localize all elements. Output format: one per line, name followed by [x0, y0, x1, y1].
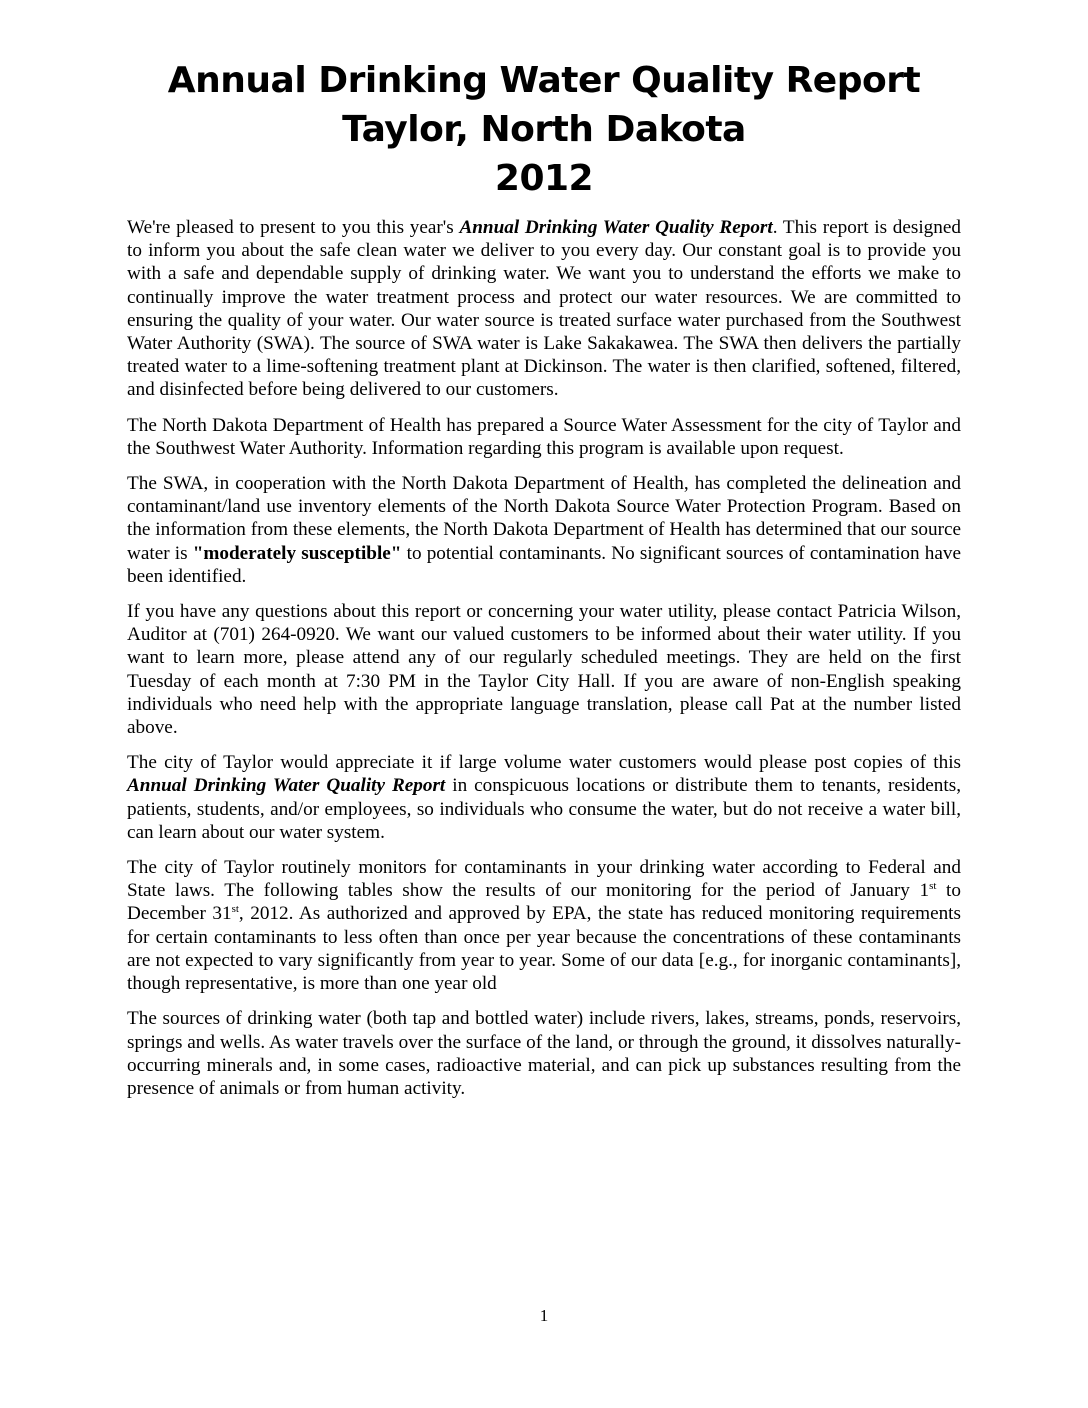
title-line-3: 2012	[494, 158, 594, 199]
text-run: The sources of drinking water (both tap and bottled water) include rivers, lakes, streams, ponds, reservoirs, springs and wells. As water travels over the surface of the land, or through the ground, it dissolves naturally-occurring minerals and, in some cases, radioactive material, and can pick up substances resulting from the presence of animals or from human activity.	[127, 1008, 961, 1099]
text-run: to December 31	[127, 880, 961, 925]
title-line-2: Taylor, North Dakota	[342, 109, 746, 150]
text-run: , 2012. As authorized and approved by EPA, the state has reduced monitoring requirements for certain contaminants to less often than once per year because the concentrations of these contaminants are not expected to vary significantly from year to year. Some of our data [e.g., for inorganic contaminants], though representative, is more than one year old	[127, 903, 961, 995]
paragraph-protection-program	[127, 472, 961, 588]
paragraph-intro	[127, 216, 961, 402]
text-run: If you have any questions about this report or concerning your water utility, please contact Patricia Wilson, Auditor at (701) 264-0920. We want our valued customers to be informed about their water utility. If you want to learn more, please attend any of our regularly scheduled meetings. They are held on the first Tuesday of each month at 7:30 PM in the Taylor City Hall. If you are aware of non-English speaking individuals who need help with the appropriate language translation, please call Pat at the number listed above.	[127, 601, 961, 739]
text-run: The city of Taylor would appreciate it if large volume water customers would please post copies of this	[127, 752, 961, 774]
text-run: The North Dakota Department of Health has prepared a Source Water Assessment for the city of Taylor and the Southwest Water Authority. Information regarding this program is available upon request.	[127, 414, 961, 459]
text-run: in conspicuous locations or distribute them to tenants, residents, patients, students, and/or employees, so individuals who consume the water, but do not receive a water bill, can learn about our water system.	[127, 775, 961, 843]
text-run: The SWA, in cooperation with the North Dakota Department of Health, has completed the delineation and contaminant/land use inventory elements of the North Dakota Source Water Protection Program. Based on the information from these elements, the North Dakota Department of Health has determined that our source water is	[127, 473, 961, 564]
ordinal-suffix: st	[929, 880, 937, 893]
paragraph-source-assessment	[127, 414, 961, 460]
report-body	[127, 216, 961, 1112]
paragraph-contact	[127, 600, 961, 739]
text-run: The city of Taylor routinely monitors for contaminants in your drinking water according to Federal and State laws. The following tables show the results of our monitoring for the period of January 1	[127, 857, 961, 902]
report-name-emphasis: Annual Drinking Water Quality Report	[127, 775, 446, 797]
paragraph-monitoring	[127, 856, 961, 995]
ordinal-suffix: st	[231, 903, 239, 916]
text-run: . This report is designed to inform you about the safe clean water we deliver to you every day. Our constant goal is to provide you with a safe and dependable supply of drinking water. We want you to understand the efforts we make to continually improve the water treatment process and protect our water resources. We are committed to ensuring the quality of your water. Our water source is treated surface water purchased from the Southwest Water Authority (SWA). The source of SWA water is Lake Sakakawea. The SWA then delivers the partially treated water to a lime-softening treatment plant at Dickinson. The water is then clarified, softened, filtered, and disinfected before being delivered to our customers.	[127, 217, 961, 401]
report-title	[0, 56, 1088, 203]
title-line-1: Annual Drinking Water Quality Report	[167, 60, 921, 101]
text-run: We're pleased to present to you this year's	[127, 217, 460, 238]
report-name-emphasis: Annual Drinking Water Quality Report	[459, 217, 773, 238]
paragraph-distribution	[127, 751, 961, 844]
page-number: 1	[539, 1306, 549, 1325]
text-run: to potential contaminants. No significant sources of contamination have been identified.	[127, 542, 961, 587]
susceptibility-emphasis: "moderately susceptible"	[192, 542, 402, 564]
paragraph-water-sources	[127, 1007, 961, 1100]
